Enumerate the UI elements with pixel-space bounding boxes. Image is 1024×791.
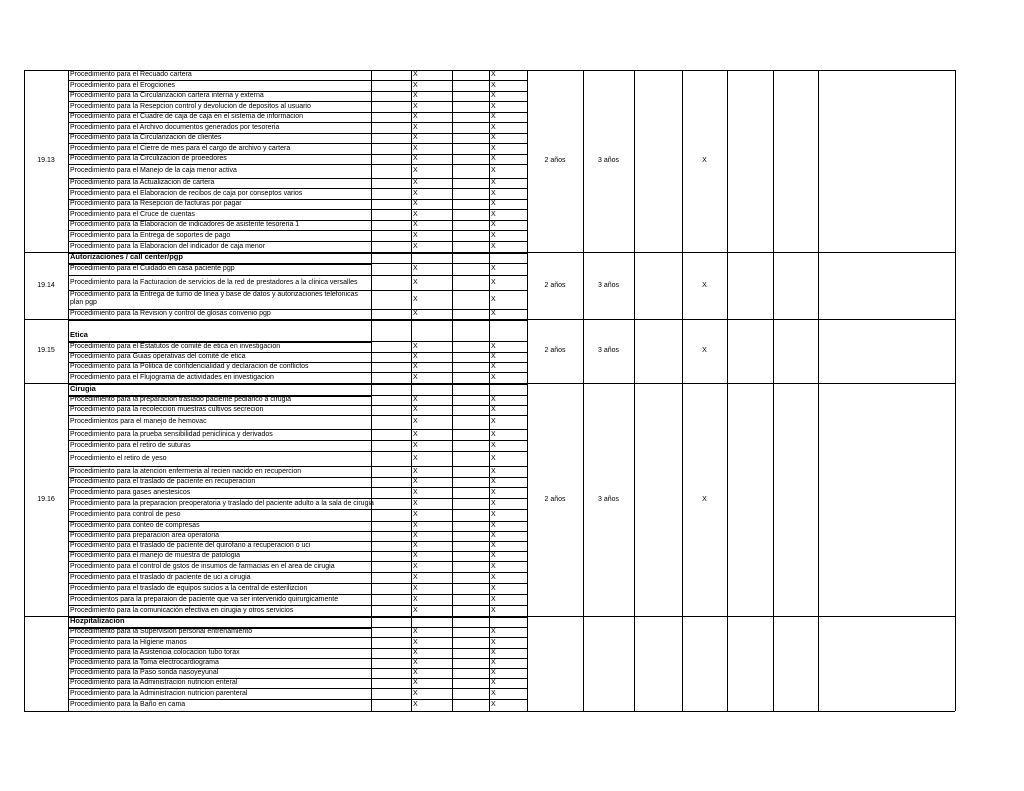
procedure-label: Procedimiento para la preparacion traslado paciente pediarico a cirugia: [70, 396, 292, 403]
mark-column-a: X: [413, 468, 418, 475]
mark-column-b: X: [491, 500, 496, 507]
procedure-label: Procedimiento para la Asistencia colocacion tubo torax: [70, 649, 240, 656]
mark-column-a: X: [413, 190, 418, 197]
procedure-label: Procedimiento para control de peso: [70, 511, 181, 518]
max-retention-years: 3 años: [597, 157, 620, 164]
disposition-mark: X: [702, 347, 707, 354]
mark-column-a: X: [413, 522, 418, 529]
mark-column-b: X: [491, 124, 496, 131]
mark-column-a: X: [413, 659, 418, 666]
mark-column-a: X: [413, 563, 418, 570]
mark-column-a: X: [413, 552, 418, 559]
row-border: [68, 241, 527, 242]
row-border: [68, 188, 527, 189]
row-border: [68, 80, 527, 81]
procedure-label: Procedimiento para el Recuado cartera: [70, 71, 192, 78]
column-divider: [634, 70, 635, 711]
row-border: [68, 164, 527, 165]
procedure-label: Procedimiento para la prueba sensibilidad peniclinica y derivados: [70, 431, 273, 438]
row-border: [68, 440, 527, 441]
mark-column-a: X: [413, 71, 418, 78]
procedure-label: Procedimiento para conteo de compresas: [70, 522, 200, 529]
column-divider: [727, 70, 728, 711]
mark-column-a: X: [413, 607, 418, 614]
mark-column-b: X: [491, 92, 496, 99]
procedure-label: Procedimiento para el Manejo de la caja menor activa: [70, 167, 237, 174]
mark-column-a: X: [413, 489, 418, 496]
mark-column-a: X: [413, 243, 418, 250]
mark-column-a: X: [413, 542, 418, 549]
mark-column-a: X: [413, 442, 418, 449]
mark-column-b: X: [491, 679, 496, 686]
row-border: [68, 572, 527, 573]
procedure-label: Procedimiento para la Politica de confidencialidad y declaracion de conflictos: [70, 363, 309, 370]
row-border: [68, 275, 527, 276]
section-header: Cirugia: [70, 384, 96, 393]
min-retention-years: 2 años: [544, 496, 566, 503]
procedure-label: Procedimiento para la Resepcion control y devolucion de depositos al usuario: [70, 103, 311, 110]
section-header-border: [68, 319, 527, 321]
mark-column-b: X: [491, 103, 496, 110]
procedure-label: Procedimiento para el Erogciones: [70, 82, 176, 89]
column-divider: [411, 70, 412, 711]
procedure-label: Procedimiento para el Cierre de mes para el cargo de archivo y cartera: [70, 145, 291, 152]
mark-column-a: X: [413, 511, 418, 518]
mark-column-b: X: [491, 478, 496, 485]
row-border: [68, 498, 527, 499]
mark-column-a: X: [413, 343, 418, 350]
procedure-label: Procedimiento para el traslado dr paciente de uci a cirugia: [70, 574, 251, 581]
mark-column-a: X: [413, 455, 418, 462]
column-divider: [955, 70, 956, 711]
mark-column-a: X: [413, 363, 418, 370]
mark-column-b: X: [491, 343, 496, 350]
procedure-label: Procedimiento para el retiro de suturas: [70, 442, 191, 449]
disposition-mark: X: [702, 282, 707, 289]
mark-column-b: X: [491, 113, 496, 120]
min-retention-years: 2 años: [544, 282, 566, 289]
mark-column-b: X: [491, 232, 496, 239]
mark-column-b: X: [491, 431, 496, 438]
mark-column-a: X: [413, 669, 418, 676]
section-code: 19.15: [37, 347, 55, 354]
mark-column-b: X: [491, 607, 496, 614]
row-border: [68, 143, 527, 144]
mark-column-b: X: [491, 552, 496, 559]
mark-column-a: X: [413, 221, 418, 228]
mark-column-b: X: [491, 511, 496, 518]
mark-column-b: X: [491, 190, 496, 197]
mark-column-b: X: [491, 442, 496, 449]
mark-column-b: X: [491, 167, 496, 174]
row-border: [68, 561, 527, 562]
procedure-label: Procedimiento para el traslado de equipos sucios a la central de esterilizcion: [70, 585, 308, 592]
column-divider: [452, 70, 453, 711]
row-border: [68, 487, 527, 488]
max-retention-years: 3 años: [597, 347, 620, 354]
mark-column-b: X: [491, 574, 496, 581]
column-divider: [24, 70, 25, 711]
mark-column-b: X: [491, 649, 496, 656]
row-border: [68, 429, 527, 430]
row-border: [68, 415, 527, 416]
mark-column-a: X: [413, 406, 418, 413]
mark-column-a: X: [413, 596, 418, 603]
row-border: [68, 637, 527, 638]
procedure-label: Procedimiento para el manejo de muestra de patologia: [70, 552, 241, 559]
mark-column-b: X: [491, 628, 496, 635]
procedure-label: Procedimiento para el Elaboracion de recibos de caja por conseptos varios: [70, 190, 303, 197]
row-border: [68, 122, 527, 123]
row-border: [68, 209, 527, 210]
procedure-label: Procedimiento para el control de gstos de insumos de farmacias en el area de cirugia: [70, 563, 335, 570]
row-border: [68, 594, 527, 595]
procedure-label: Procedimiento para la recoleccion muestras cultivos secrecion: [70, 406, 264, 413]
procedure-label: Procedimiento para la Toma electrocardiograma: [70, 659, 219, 666]
mark-column-b: X: [491, 690, 496, 697]
mark-column-a: X: [413, 690, 418, 697]
mark-column-a: X: [413, 179, 418, 186]
mark-column-b: X: [491, 639, 496, 646]
procedure-label: Procedimiento para la Higiene manos: [70, 639, 187, 646]
mark-column-b: X: [491, 669, 496, 676]
mark-column-b: X: [491, 200, 496, 207]
section-code: 19.16: [37, 496, 55, 503]
row-border: [68, 101, 527, 102]
mark-column-a: X: [413, 679, 418, 686]
mark-column-b: X: [491, 532, 496, 539]
column-divider: [489, 70, 490, 711]
procedure-label: Procedimiento para la atencion enfermeria al recien nacido en recupercion: [70, 468, 302, 475]
column-divider: [818, 70, 819, 711]
mark-column-b: X: [491, 563, 496, 570]
min-retention-years: 2 años: [544, 347, 566, 354]
procedure-label: Procedimiento para la Revision y control de glosas convenio pgp: [70, 310, 271, 317]
procedure-label: Procedimiento para la Facturacion de servicios de la red de prestadores a la clinica versalles: [70, 279, 358, 286]
mark-column-a: X: [413, 396, 418, 403]
mark-column-b: X: [491, 596, 496, 603]
mark-column-a: X: [413, 211, 418, 218]
procedure-label: Procedimiento para la Administracion nutricion parenteral: [70, 690, 248, 697]
procedure-label: Procedimiento para la Baño en cama: [70, 701, 186, 708]
row-border: [68, 230, 527, 231]
mark-column-b: X: [491, 396, 496, 403]
mark-column-a: X: [413, 265, 418, 272]
mark-column-b: X: [491, 542, 496, 549]
mark-column-a: X: [413, 431, 418, 438]
row-border: [68, 509, 527, 510]
mark-column-a: X: [413, 155, 418, 162]
max-retention-years: 3 años: [597, 496, 620, 503]
mark-column-b: X: [491, 468, 496, 475]
mark-column-a: X: [413, 145, 418, 152]
column-divider: [773, 70, 774, 711]
procedure-label: Procedimiento para la Circularizacion de clientes: [70, 134, 222, 141]
procedure-label: Procedimiento para la Paso sonda nasoyeyunal: [70, 669, 219, 676]
mark-column-a: X: [413, 200, 418, 207]
mark-column-b: X: [491, 134, 496, 141]
procedure-label: Procedimiento para Guias operativas del comité de etica: [70, 353, 246, 360]
procedure-label: Procedimiento para la comunicación efectiva en cirugia y otros servicios: [70, 607, 294, 614]
mark-column-a: X: [413, 374, 418, 381]
mark-column-b: X: [491, 363, 496, 370]
mark-column-b: X: [491, 279, 496, 286]
mark-column-a: X: [413, 310, 418, 317]
mark-column-a: X: [413, 124, 418, 131]
row-border: [68, 605, 527, 606]
section-code: 19.13: [37, 157, 55, 164]
procedure-label: Procedimiento para la Entrega de turno de linea y base de datos y autorizaciones telefonicas plan pgp: [70, 291, 358, 306]
procedure-label: Procedimiento para gases anestesicos: [70, 489, 191, 496]
disposition-mark: X: [702, 496, 707, 503]
section-header: Autorizaciones / call center/pgp: [70, 252, 183, 261]
row-border: [68, 372, 527, 373]
row-border: [68, 451, 527, 452]
mark-column-b: X: [491, 353, 496, 360]
mark-column-a: X: [413, 639, 418, 646]
procedure-label: Procedimiento para el Estatutos de comité de etica en investigacion: [70, 343, 281, 350]
mark-column-b: X: [491, 659, 496, 666]
mark-column-b: X: [491, 265, 496, 272]
mark-column-a: X: [413, 701, 418, 708]
column-divider: [583, 70, 584, 711]
section-header: Hozpitalizacion: [70, 616, 125, 625]
procedure-label: Procedimientos para el manejo de hemovac: [70, 418, 207, 425]
mark-column-b: X: [491, 296, 496, 303]
row-border: [68, 699, 527, 700]
mark-column-b: X: [491, 522, 496, 529]
row-border: [68, 688, 527, 689]
mark-column-b: X: [491, 71, 496, 78]
mark-column-b: X: [491, 179, 496, 186]
procedure-label: Procedimiento para el Cruce de cuentas: [70, 211, 195, 218]
mark-column-a: X: [413, 92, 418, 99]
mark-column-b: X: [491, 211, 496, 218]
mark-column-b: X: [491, 221, 496, 228]
section-code: 19.14: [37, 282, 55, 289]
mark-column-b: X: [491, 406, 496, 413]
mark-column-b: X: [491, 489, 496, 496]
mark-column-a: X: [413, 500, 418, 507]
mark-column-b: X: [491, 418, 496, 425]
procedure-label: Procedimiento para el Flujograma de actividades en investigacion: [70, 374, 274, 381]
procedure-label: Procedimientos para la preparaion de paciente que va ser intervenido quirurgicamente: [70, 596, 339, 603]
procedure-label: Procedimiento para la Resepcion de facturas por pagar: [70, 200, 242, 207]
column-divider: [371, 70, 372, 711]
mark-column-b: X: [491, 701, 496, 708]
mark-column-b: X: [491, 585, 496, 592]
procedure-label: Procedimiento para la Elaboracion del indicador de caja menor: [70, 243, 265, 250]
procedure-label: Procedimiento para el traslado de paciente en recuperacion: [70, 478, 256, 485]
min-retention-years: 2 años: [544, 157, 566, 164]
mark-column-b: X: [491, 145, 496, 152]
procedure-label: Procedimiento para el traslado de paciente del quirofano a recuperacion o uci: [70, 542, 311, 549]
column-divider: [527, 70, 528, 711]
mark-column-a: X: [413, 574, 418, 581]
procedure-label: Procedimiento para la Supervision personal entrenamiento: [70, 628, 253, 635]
section-header: Etica: [70, 330, 88, 339]
procedure-label: Procedimiento para el Cuidado en casa paciente pgp: [70, 265, 235, 272]
row-border: [68, 583, 527, 584]
procedure-label: Procedimiento para la Actualizacion de cartera: [70, 179, 215, 186]
mark-column-a: X: [413, 82, 418, 89]
max-retention-years: 3 años: [597, 282, 620, 289]
procedure-label: Procedimiento para la Elaboracion de indicadores de asistente tesoreria 1: [70, 221, 300, 228]
mark-column-a: X: [413, 532, 418, 539]
column-divider: [682, 70, 683, 711]
procedure-label: Procedimiento para la Administracion nutricion enteral: [70, 679, 238, 686]
procedure-label: Procedimiento para el Archivo documentos generados por tesoreria: [70, 124, 280, 131]
mark-column-b: X: [491, 82, 496, 89]
mark-column-a: X: [413, 232, 418, 239]
mark-column-a: X: [413, 585, 418, 592]
procedure-label: Procedimiento para la preparacion preoperatoria y traslado del paciente adulto a la sala de cirugia: [70, 500, 374, 507]
row-border: [68, 466, 527, 467]
procedure-label: Procedimiento para preparacion area operatoria: [70, 532, 220, 539]
procedure-label: Procedimiento para la Entrega de soportes de pago: [70, 232, 231, 239]
table-bottom-border: [24, 711, 955, 712]
mark-column-a: X: [413, 478, 418, 485]
procedure-label: Procedimiento para la Circulizacion de proeedores: [70, 155, 227, 162]
mark-column-a: X: [413, 418, 418, 425]
procedure-label: Procedimiento para la Circularizacion cartera interna y externa: [70, 92, 264, 99]
mark-column-a: X: [413, 353, 418, 360]
mark-column-b: X: [491, 455, 496, 462]
procedure-label: Procedimiento para el Cuadre de caja de caja en el sistema de informacion: [70, 113, 304, 120]
mark-column-a: X: [413, 649, 418, 656]
mark-column-b: X: [491, 374, 496, 381]
mark-column-a: X: [413, 113, 418, 120]
mark-column-a: X: [413, 103, 418, 110]
mark-column-a: X: [413, 628, 418, 635]
mark-column-a: X: [413, 279, 418, 286]
mark-column-a: X: [413, 167, 418, 174]
column-divider: [68, 70, 69, 711]
grid-line: [371, 341, 527, 342]
mark-column-b: X: [491, 310, 496, 317]
mark-column-a: X: [413, 134, 418, 141]
mark-column-a: X: [413, 296, 418, 303]
disposition-mark: X: [702, 157, 707, 164]
mark-column-b: X: [491, 243, 496, 250]
procedure-label: Procedimiento el retiro de yeso: [70, 455, 167, 462]
mark-column-b: X: [491, 155, 496, 162]
grid-line: [371, 263, 527, 264]
